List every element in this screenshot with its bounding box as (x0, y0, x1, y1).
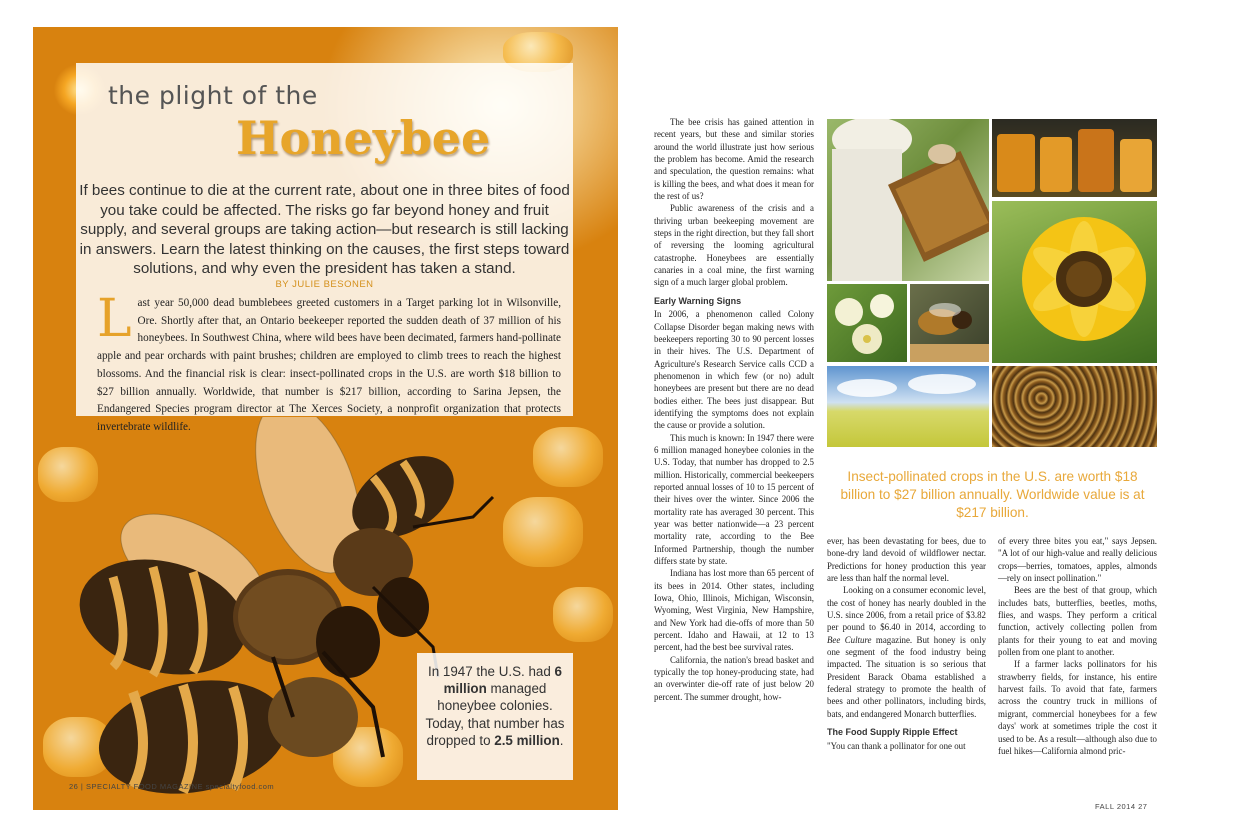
drop-cap: L (97, 289, 132, 349)
body-column-2 (827, 535, 986, 752)
photo-canola-field (827, 366, 989, 447)
sunflower-image (992, 201, 1157, 363)
page-folio-left: 26 | SPECIALTY FOOD MAGAZINE specialtyfood.com (69, 782, 275, 791)
title-kicker: the plight of the (108, 81, 318, 110)
paragraph: Indiana has lost more than 65 percent of its bees in 2014. Other states, including Iowa, Ohio, Illinois, Michigan, Wisconsin, Wyoming, West Virginia, New Hampshire, and New York had die-offs of more than 50 percent. Idaho and Hawaii, at 12 to 13 percent, had the best bee survival rates. (654, 568, 814, 653)
headline: Honeybee (236, 111, 491, 165)
subhead: Early Warning Signs (654, 295, 742, 306)
lede-text: ast year 50,000 dead bumblebees greeted customers in a Target parking lot in Wilsonville, Ore. Shortly after that, an Ontario beekeeper reported the sudden death of 37 million of his honeybees. In Southwest China, where wild bees have been decimated, farmers hand-pollinate apple and pear orchards with paint brushes; children are employed to climb trees to reach the highest blossoms. And the financial risk is clear: insect-pollinated crops in the U.S. are worth $18 billion to $27 billion annually. Worldwide, that number is $217 billion, according to Sarina Jepsen, the Endangered Species program director at The Xerces Society, a nonprofit organization that protects invertebrate wildlife. (97, 297, 561, 433)
bee-closeup-image (910, 284, 989, 362)
text-run: Looking on a consumer economic level, the cost of honey has nearly doubled in the U.S. since 2006, from a retail price of $3.82 per pound to $6.40 in 2014, according to (827, 585, 986, 633)
byline: BY JULIE BESONEN (275, 279, 374, 290)
left-page-photo (33, 27, 618, 810)
photo-grid (827, 119, 1157, 447)
callout-part: managed honeybee colonies. Today, that number has dropped to (425, 681, 565, 748)
paragraph: "You can thank a pollinator for one out (827, 740, 966, 751)
title-panel (76, 63, 573, 433)
paragraph: If a farmer lacks pollinators for his strawberry fields, for instance, his entire harvest fails. To avoid that fate, farmers across the country truck in millions of migrant, commercial honeybees for a few days' work at sometimes triple the cost it used to be. As a result—although also due to fuel hikes—California almond pric- (998, 659, 1157, 756)
lede-paragraph (97, 289, 561, 437)
paragraph: ever, has been devastating for bees, due to bone-dry land devoid of wildflower nectar. Predictions for honey production this year are less than half the normal level. (827, 536, 986, 584)
paragraph: California, the nation's bread basket and typically the top honey-producing state, had an overwinter die-off rate of just below 20 percent. The summer drought, how- (654, 654, 814, 702)
publication-name: Bee Culture (827, 634, 872, 645)
blossoms-image (827, 284, 907, 362)
paragraph: Public awareness of the crisis and a thriving urban beekeeping movement are steps in the right direction, but they fall short of reversing the looming agricultural catastrophe. Honeybees are essentially canaries in a coal mine, the first warning sign of a much larger global problem. (654, 203, 814, 288)
canola-field-image (827, 366, 989, 447)
body-column-1 (654, 116, 814, 703)
paragraph: Bees are the best of that group, which includes bats, butterflies, beetles, moths, flies, and wasps. They perform a critical function, actively collecting pollen from plants for their young to eat and moving pollen from one plant to another. (998, 585, 1157, 658)
callout-part: In 1947 the U.S. had (427, 664, 555, 679)
subhead: The Food Supply Ripple Effect (827, 727, 958, 738)
photo-sunflower (992, 201, 1157, 363)
paragraph: The bee crisis has gained attention in recent years, but these and similar stories around the world illustrate just how serious the problem has become. Amid the research and speculation, the question remains: what is killing the bees, and what does it mean for the rest of us? (654, 117, 814, 202)
honey-jars-image (992, 119, 1157, 197)
beekeeper-image (827, 119, 989, 281)
paragraph: This much is known: In 1947 there were 6 million managed honeybee colonies in the U.S. Today, that number has dropped to 2.5 million. Historically, commercial beekeepers reported annual losses of 10 to 15 percent of their hives over the winter. Since 2006 the mortality rate has averaged 30 percent. This year was better nationwide—a 23 percent mortality rate, according to the Bee Informed Partnership, though the number differs state by state. (654, 432, 814, 567)
callout-part: . (559, 732, 564, 748)
body-column-3 (998, 535, 1157, 757)
photo-blossoms (827, 284, 907, 362)
stat-callout-text (421, 663, 569, 749)
paragraph (827, 584, 986, 720)
honeycomb-cell (503, 497, 583, 567)
text-run: magazine. But honey is only one segment of the food industry being impacted. The situation is so serious that President Barack Obama established a federal strategy to promote the health of bees and other pollinators, including birds, bats, and endangered Monarch butterflies. (827, 634, 987, 719)
paragraph: In 2006, a phenomenon called Colony Collapse Disorder began making news with beekeepers reporting 30 to 90 percent losses in their hives. The U.S. Department of Agriculture's Research Service calls CCD a phenomenon in which few (or no) adult honeybees are present but there are no dead bodies either. The bees just disappear. But identifying the symptoms does not explain the cause or provide a solution. (654, 309, 814, 431)
callout-bold-stat: 2.5 million (494, 732, 560, 748)
page-folio-right: FALL 2014 27 (1095, 802, 1148, 811)
photo-honey-jars (992, 119, 1157, 197)
photo-bee-swarm (992, 366, 1157, 447)
honeycomb-cell (553, 587, 613, 642)
photo-bee-closeup (910, 284, 989, 362)
stat-callout (417, 653, 573, 780)
paragraph: of every three bites you eat," says Jepsen. "A lot of our high-value and really delicious crops—berries, tomatoes, apples, almonds—rely on insect pollination." (998, 536, 1157, 584)
pull-quote: Insect-pollinated crops in the U.S. are worth $18 billion to $27 billion annually. Worldwide value is at $217 billion. (840, 469, 1145, 520)
photo-beekeeper (827, 119, 989, 281)
dek: If bees continue to die at the current rate, about one in three bites of food you take could be affected. The risks go far beyond honey and fruit supply, and several groups are taking action—but research is still lacking in answers. Learn the latest thinking on the causes, the first steps toward solutions, and why even the president has taken a stand. (79, 182, 570, 277)
callout-bold-stat: 6 million (443, 664, 562, 697)
